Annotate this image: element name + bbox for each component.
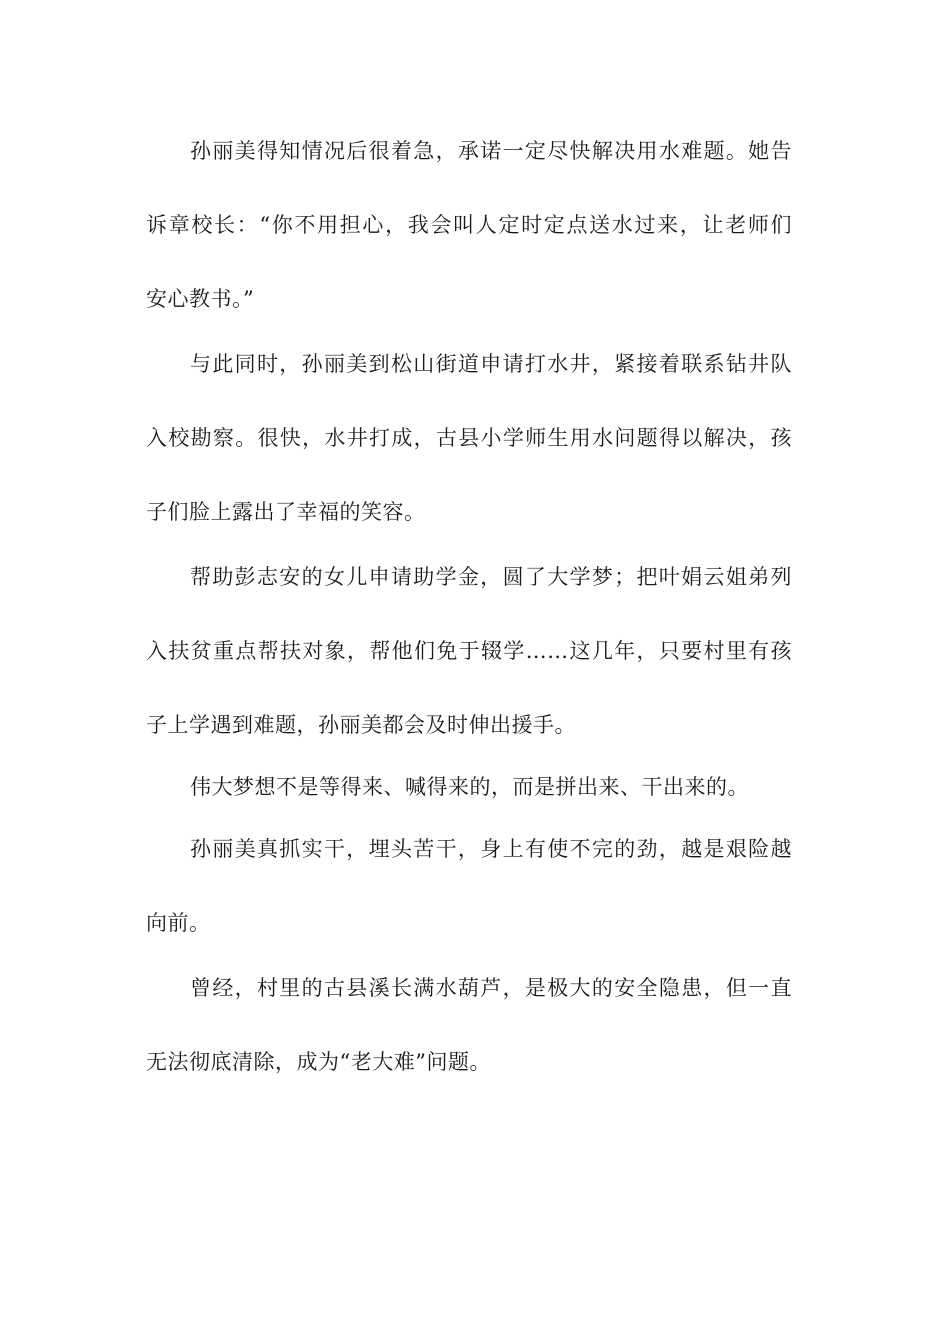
paragraph-1-line-1: 孙丽美得知情况后很着急，承诺一定尽快解决用水难题。她告 xyxy=(190,139,792,163)
paragraph-4-line-1: 伟大梦想不是等得来、喊得来的，而是拼出来、干出来的。 xyxy=(190,775,749,799)
paragraph-2-line-1: 与此同时，孙丽美到松山街道申请打水井，紧接着联系钻井队 xyxy=(190,352,792,376)
paragraph-5-line-1: 孙丽美真抓实干，埋头苦干，身上有使不完的劲，越是艰险越 xyxy=(190,837,792,861)
paragraph-6-line-1: 曾经，村里的古县溪长满水葫芦，是极大的安全隐患，但一直 xyxy=(190,976,792,1000)
paragraph-3-line-3: 子上学遇到难题，孙丽美都会及时伸出援手。 xyxy=(146,713,576,737)
paragraph-5-line-2: 向前。 xyxy=(146,911,211,935)
paragraph-2-line-3: 子们脸上露出了幸福的笑容。 xyxy=(146,500,426,524)
paragraph-1-line-2: 诉章校长：“你不用担心，我会叫人定时定点送水过来，让老师们 xyxy=(146,213,792,237)
paragraph-2-line-2: 入校勘察。很快，水井打成，古县小学师生用水问题得以解决，孩 xyxy=(146,426,792,450)
paragraph-1-line-3: 安心教书。” xyxy=(146,287,255,311)
paragraph-3-line-1: 帮助彭志安的女儿申请助学金，圆了大学梦；把叶娟云姐弟列 xyxy=(190,565,792,589)
paragraph-6-line-2: 无法彻底清除，成为“老大难”问题。 xyxy=(146,1050,491,1074)
paragraph-3-line-2: 入扶贫重点帮扶对象，帮他们免于辍学……这几年，只要村里有孩 xyxy=(146,639,792,663)
